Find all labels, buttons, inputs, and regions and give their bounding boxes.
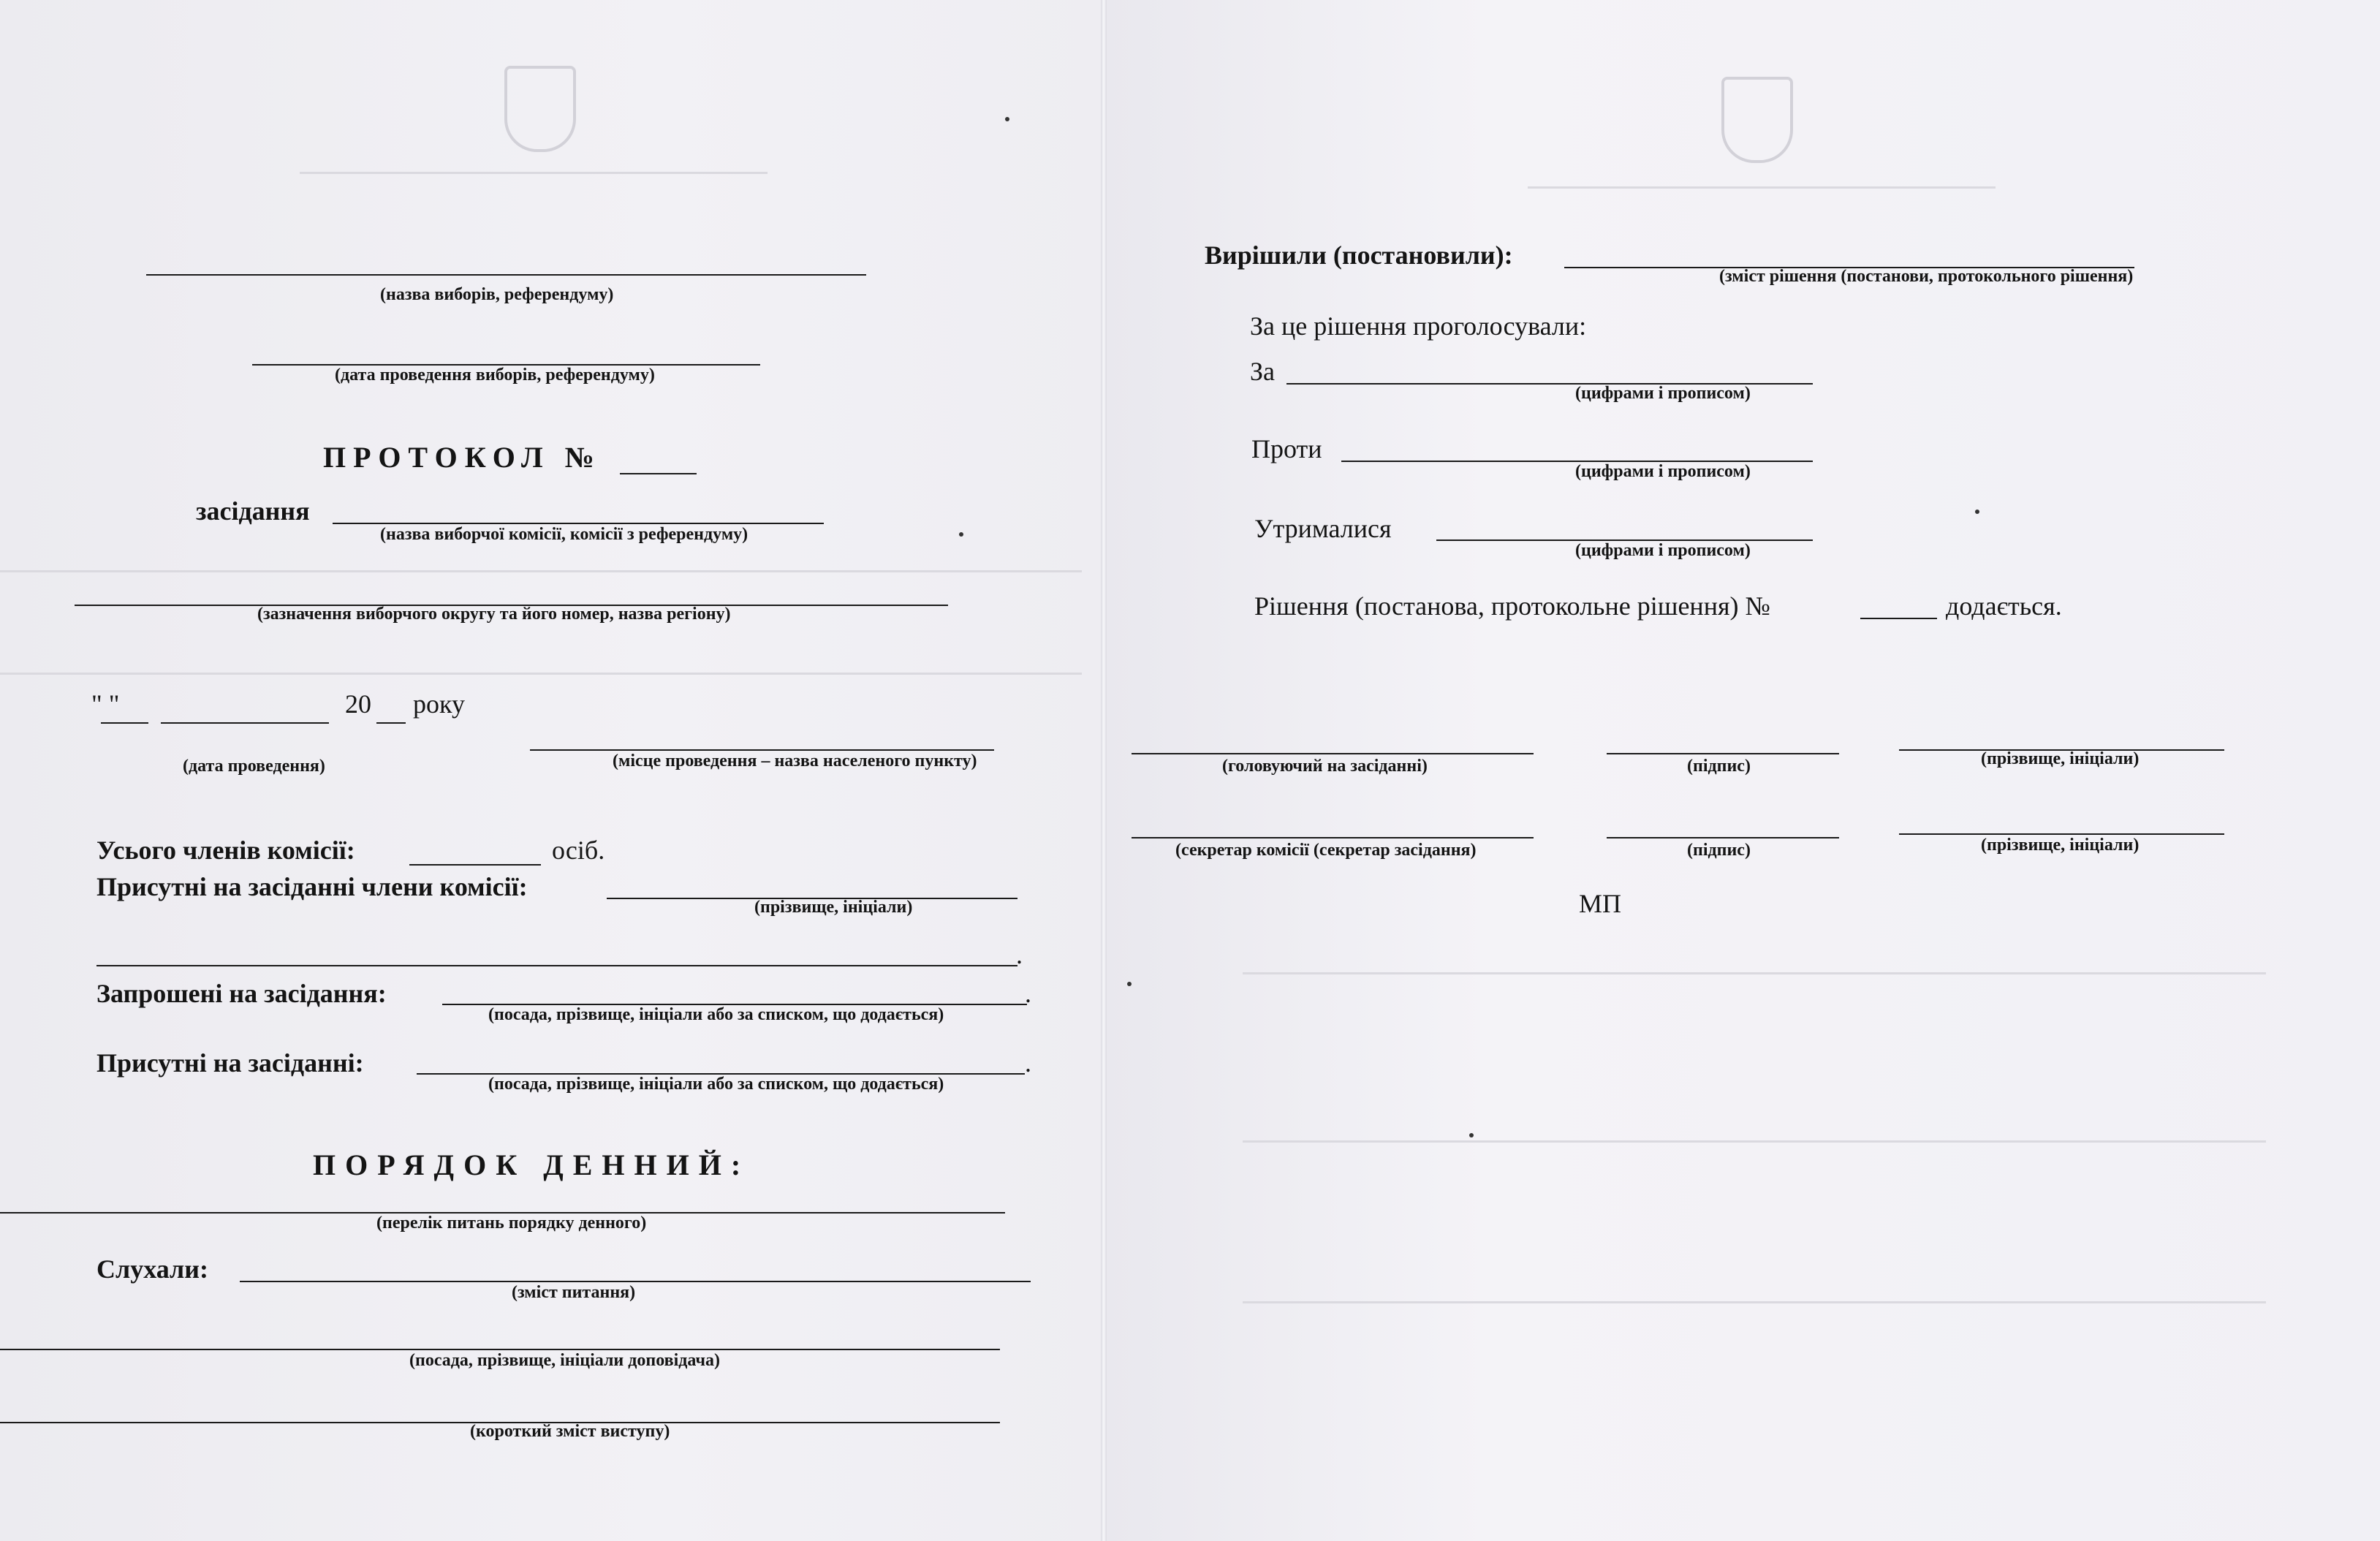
secretary-signature-line[interactable] [1607,837,1839,838]
agenda-title: ПОРЯДОК ДЕННИЙ: [313,1148,751,1181]
invited-label: Запрошені на засідання: [96,979,387,1008]
district-caption: (зазначення виборчого округу та його номер, назва регіону) [257,605,731,624]
page-fold [1101,0,1107,1541]
abstained-label: Утрималися [1254,514,1392,543]
month-line[interactable] [161,722,329,724]
present-members-line-2[interactable] [96,965,1017,966]
present-caption: (посада, прізвище, ініціали або за списком, що додається) [488,1075,944,1094]
heard-label: Слухали: [96,1254,208,1284]
chair-name-caption: (прізвище, ініціали) [1981,749,2140,768]
election-name-caption: (назва виборів, референдуму) [380,285,614,304]
speaker-caption: (посада, прізвище, ініціали доповідача) [409,1351,720,1370]
bleed-through-line [0,673,1082,675]
for-caption: (цифрами і прописом) [1575,384,1751,403]
voted-label: За це рішення проголосували: [1250,311,1587,341]
present-label: Присутні на засіданні: [96,1048,364,1078]
scan-speck [1127,982,1132,986]
bleed-through-line [1243,972,2266,974]
speaker-line[interactable] [0,1349,1000,1350]
bleed-through-line [300,172,768,174]
bleed-through-line [0,570,1082,572]
year-line[interactable] [376,722,406,724]
total-members-line[interactable] [409,864,541,866]
commission-name-line[interactable] [333,523,824,524]
protocol-title: ПРОТОКОЛ № [323,441,602,474]
bleed-through-line [1528,186,1996,189]
decision-suffix: додається. [1946,591,2062,621]
scan-speck [1005,117,1009,121]
secretary-name-caption: (прізвище, ініціали) [1981,836,2140,855]
election-name-line[interactable] [146,274,866,276]
election-date-caption: (дата проведення виборів, референдуму) [335,366,655,385]
chair-signature-caption: (підпис) [1687,757,1751,776]
invited-caption: (посада, прізвище, ініціали або за списком, що додається) [488,1005,944,1024]
line-end-dot: . [1016,940,1023,969]
bleed-through-emblem-icon [1721,77,1793,163]
secretary-name-line[interactable] [1899,833,2224,835]
heard-line[interactable] [240,1281,1031,1282]
decision-number-line[interactable] [1860,618,1937,619]
place-line[interactable] [530,749,994,751]
chair-signature-line[interactable] [1607,753,1839,754]
scan-speck [959,532,963,537]
agenda-caption: (перелік питань порядку денного) [376,1214,647,1233]
invited-dot: . [1025,979,1031,1008]
chair-caption: (головуючий на засіданні) [1222,757,1428,776]
present-members-label: Присутні на засіданні члени комісії: [96,872,528,901]
decided-caption: (зміст рішення (постанови, протокольного рішення) [1719,267,2134,286]
secretary-signature-caption: (підпис) [1687,841,1751,860]
place-caption: (місце проведення – назва населеного пункту) [613,751,977,770]
chair-line[interactable] [1132,753,1534,754]
bleed-through-emblem-icon [504,66,576,152]
meeting-label: засідання [196,496,310,526]
commission-caption: (назва виборчої комісії, комісії з референдуму) [380,525,749,544]
against-label: Проти [1251,434,1322,463]
present-members-caption: (прізвище, ініціали) [754,898,913,917]
decision-prefix: Рішення (постанова, протокольне рішення) № [1254,591,1770,621]
abstained-caption: (цифрами і прописом) [1575,541,1751,560]
protocol-number-line[interactable] [620,473,697,474]
seal-label: МП [1579,889,1622,918]
secretary-caption: (секретар комісії (секретар засідання) [1175,841,1477,860]
date-quotes: " " [91,689,120,719]
for-label: За [1250,357,1276,386]
total-members-label: Усього членів комісії: [96,836,355,865]
year-prefix: 20 [345,689,371,719]
scan-speck [1975,510,1979,514]
decided-label: Вирішили (постановили): [1205,241,1513,270]
against-caption: (цифрами і прописом) [1575,462,1751,481]
speech-caption: (короткий зміст виступу) [470,1422,670,1441]
date-caption: (дата проведення) [183,757,325,776]
present-dot: . [1025,1048,1031,1078]
heard-caption: (зміст питання) [512,1283,636,1302]
total-members-unit: осіб. [552,836,605,865]
bleed-through-line [1243,1301,2266,1303]
scan-speck [1469,1133,1474,1137]
secretary-line[interactable] [1132,837,1534,838]
bleed-through-line [1243,1140,2266,1143]
day-line[interactable] [101,722,148,724]
year-suffix: року [413,689,465,719]
